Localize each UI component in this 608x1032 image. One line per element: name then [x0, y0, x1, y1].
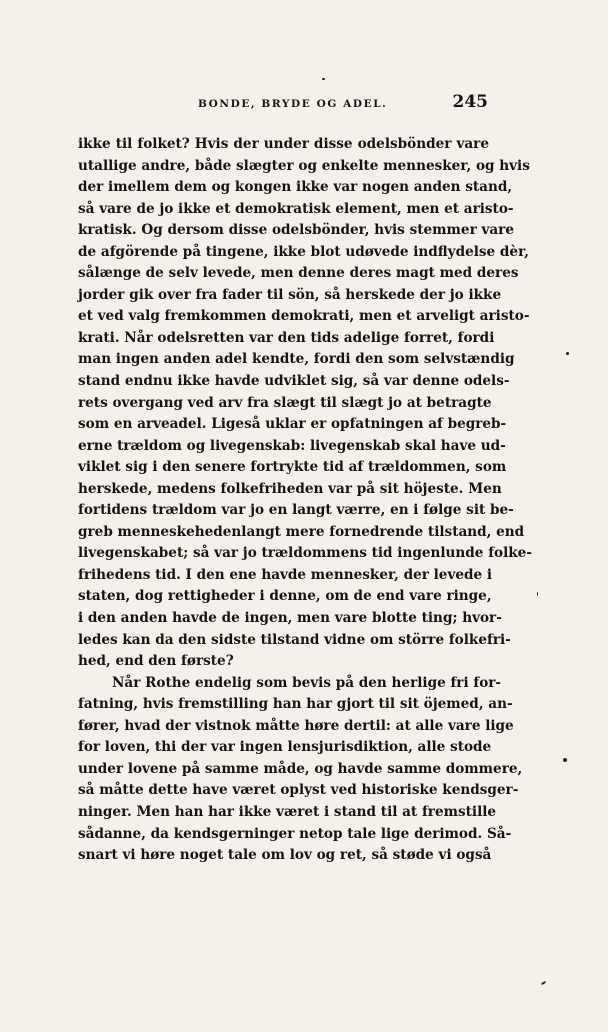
- text-line: fører, hvad der vistnok måtte høre dertil: at alle vare lige: [78, 717, 514, 734]
- scan-speck: [322, 78, 325, 80]
- body-text: [78, 134, 532, 867]
- text-line: krati. Når odelsretten var den tids adelige forret, fordi: [78, 329, 495, 346]
- text-line: stand endnu ikke havde udviklet sig, så var denne odels-: [78, 373, 510, 390]
- text-line: rets overgang ved arv fra slægt til slægt jo at betragte: [78, 394, 492, 411]
- text-line: ninger. Men han har ikke været i stand til at fremstille: [78, 803, 497, 820]
- text-line: man ingen anden adel kendte, fordi den som selvstændig: [78, 351, 515, 368]
- text-line: under lovene på samme måde, og havde samme dommere,: [78, 760, 523, 777]
- text-line: et ved valg fremkommen demokrati, men et arveligt aristo-: [78, 308, 530, 325]
- text-line: som en arveadel. Ligeså uklar er opfatningen af begreb-: [78, 416, 507, 433]
- scan-speck: [563, 758, 567, 762]
- text-line: herskede, medens folkefriheden var på sit höjeste. Men: [78, 480, 502, 497]
- scan-speck: [537, 592, 538, 596]
- text-line: der imellem dem og kongen ikke var nogen anden stand,: [78, 179, 513, 196]
- scan-speck: [566, 352, 569, 355]
- page-number: 245: [452, 92, 488, 112]
- text-line: de afgörende på tingene, ikke blot udøvede indflydelse dèr,: [78, 243, 529, 260]
- text-line: jorder gik over fra fader til sön, så herskede der jo ikke: [78, 286, 502, 303]
- text-line: ikke til folket? Hvis der under disse odelsbönder vare: [78, 136, 489, 152]
- text-line: viklet sig i den senere fortrykte tid af trældommen, som: [78, 459, 507, 476]
- text-line: ledes kan da den sidste tilstand vidne om större folkefri-: [78, 631, 511, 648]
- paragraph-end-line: hed, end den første?: [78, 653, 234, 670]
- text-line: livegenskabet; så var jo trældommens tid ingenlunde folke-: [78, 545, 532, 562]
- text-line: erne trældom og livegenskab: livegenskab skal have ud-: [78, 437, 506, 454]
- text-line: frihedens tid. I den ene havde mennesker, der levede i: [78, 566, 493, 583]
- text-line: utallige andre, både slægter og enkelte mennesker, og hvis: [78, 157, 530, 174]
- text-line: snart vi høre noget tale om lov og ret, så støde vi også: [78, 847, 492, 864]
- text-line: greb menneskehedenlangt mere fornedrende tilstand, end: [78, 523, 525, 540]
- paragraph-start-line: Når Rothe endelig som bevis på den herlige fri for-: [112, 674, 502, 691]
- page-header: [78, 92, 488, 118]
- text-line: fatning, hvis fremstilling han har gjort til sit öjemed, an-: [78, 696, 513, 713]
- text-line: så vare de jo ikke et demokratisk element, men et aristo-: [78, 200, 514, 217]
- text-line: i den anden havde de ingen, men vare blotte ting; hvor-: [78, 610, 502, 627]
- text-line: fortidens trældom var jo en langt værre, en i følge sit be-: [78, 502, 514, 519]
- scan-speck: [541, 981, 546, 986]
- text-line: kratisk. Og dersom disse odelsbönder, hvis stemmer vare: [78, 222, 514, 239]
- text-line: sålænge de selv levede, men denne deres magt med deres: [78, 265, 519, 282]
- text-line: staten, dog rettigheder i denne, om de end vare ringe,: [78, 588, 492, 605]
- text-line: så måtte dette have været oplyst ved historiske kendsger-: [78, 782, 519, 799]
- running-title: BONDE, BRYDE OG ADEL.: [198, 98, 388, 110]
- text-line: sådanne, da kendsgerninger netop tale lige derimod. Så-: [78, 825, 512, 842]
- text-line: for loven, thi der var ingen lensjurisdiktion, alle stode: [78, 739, 492, 756]
